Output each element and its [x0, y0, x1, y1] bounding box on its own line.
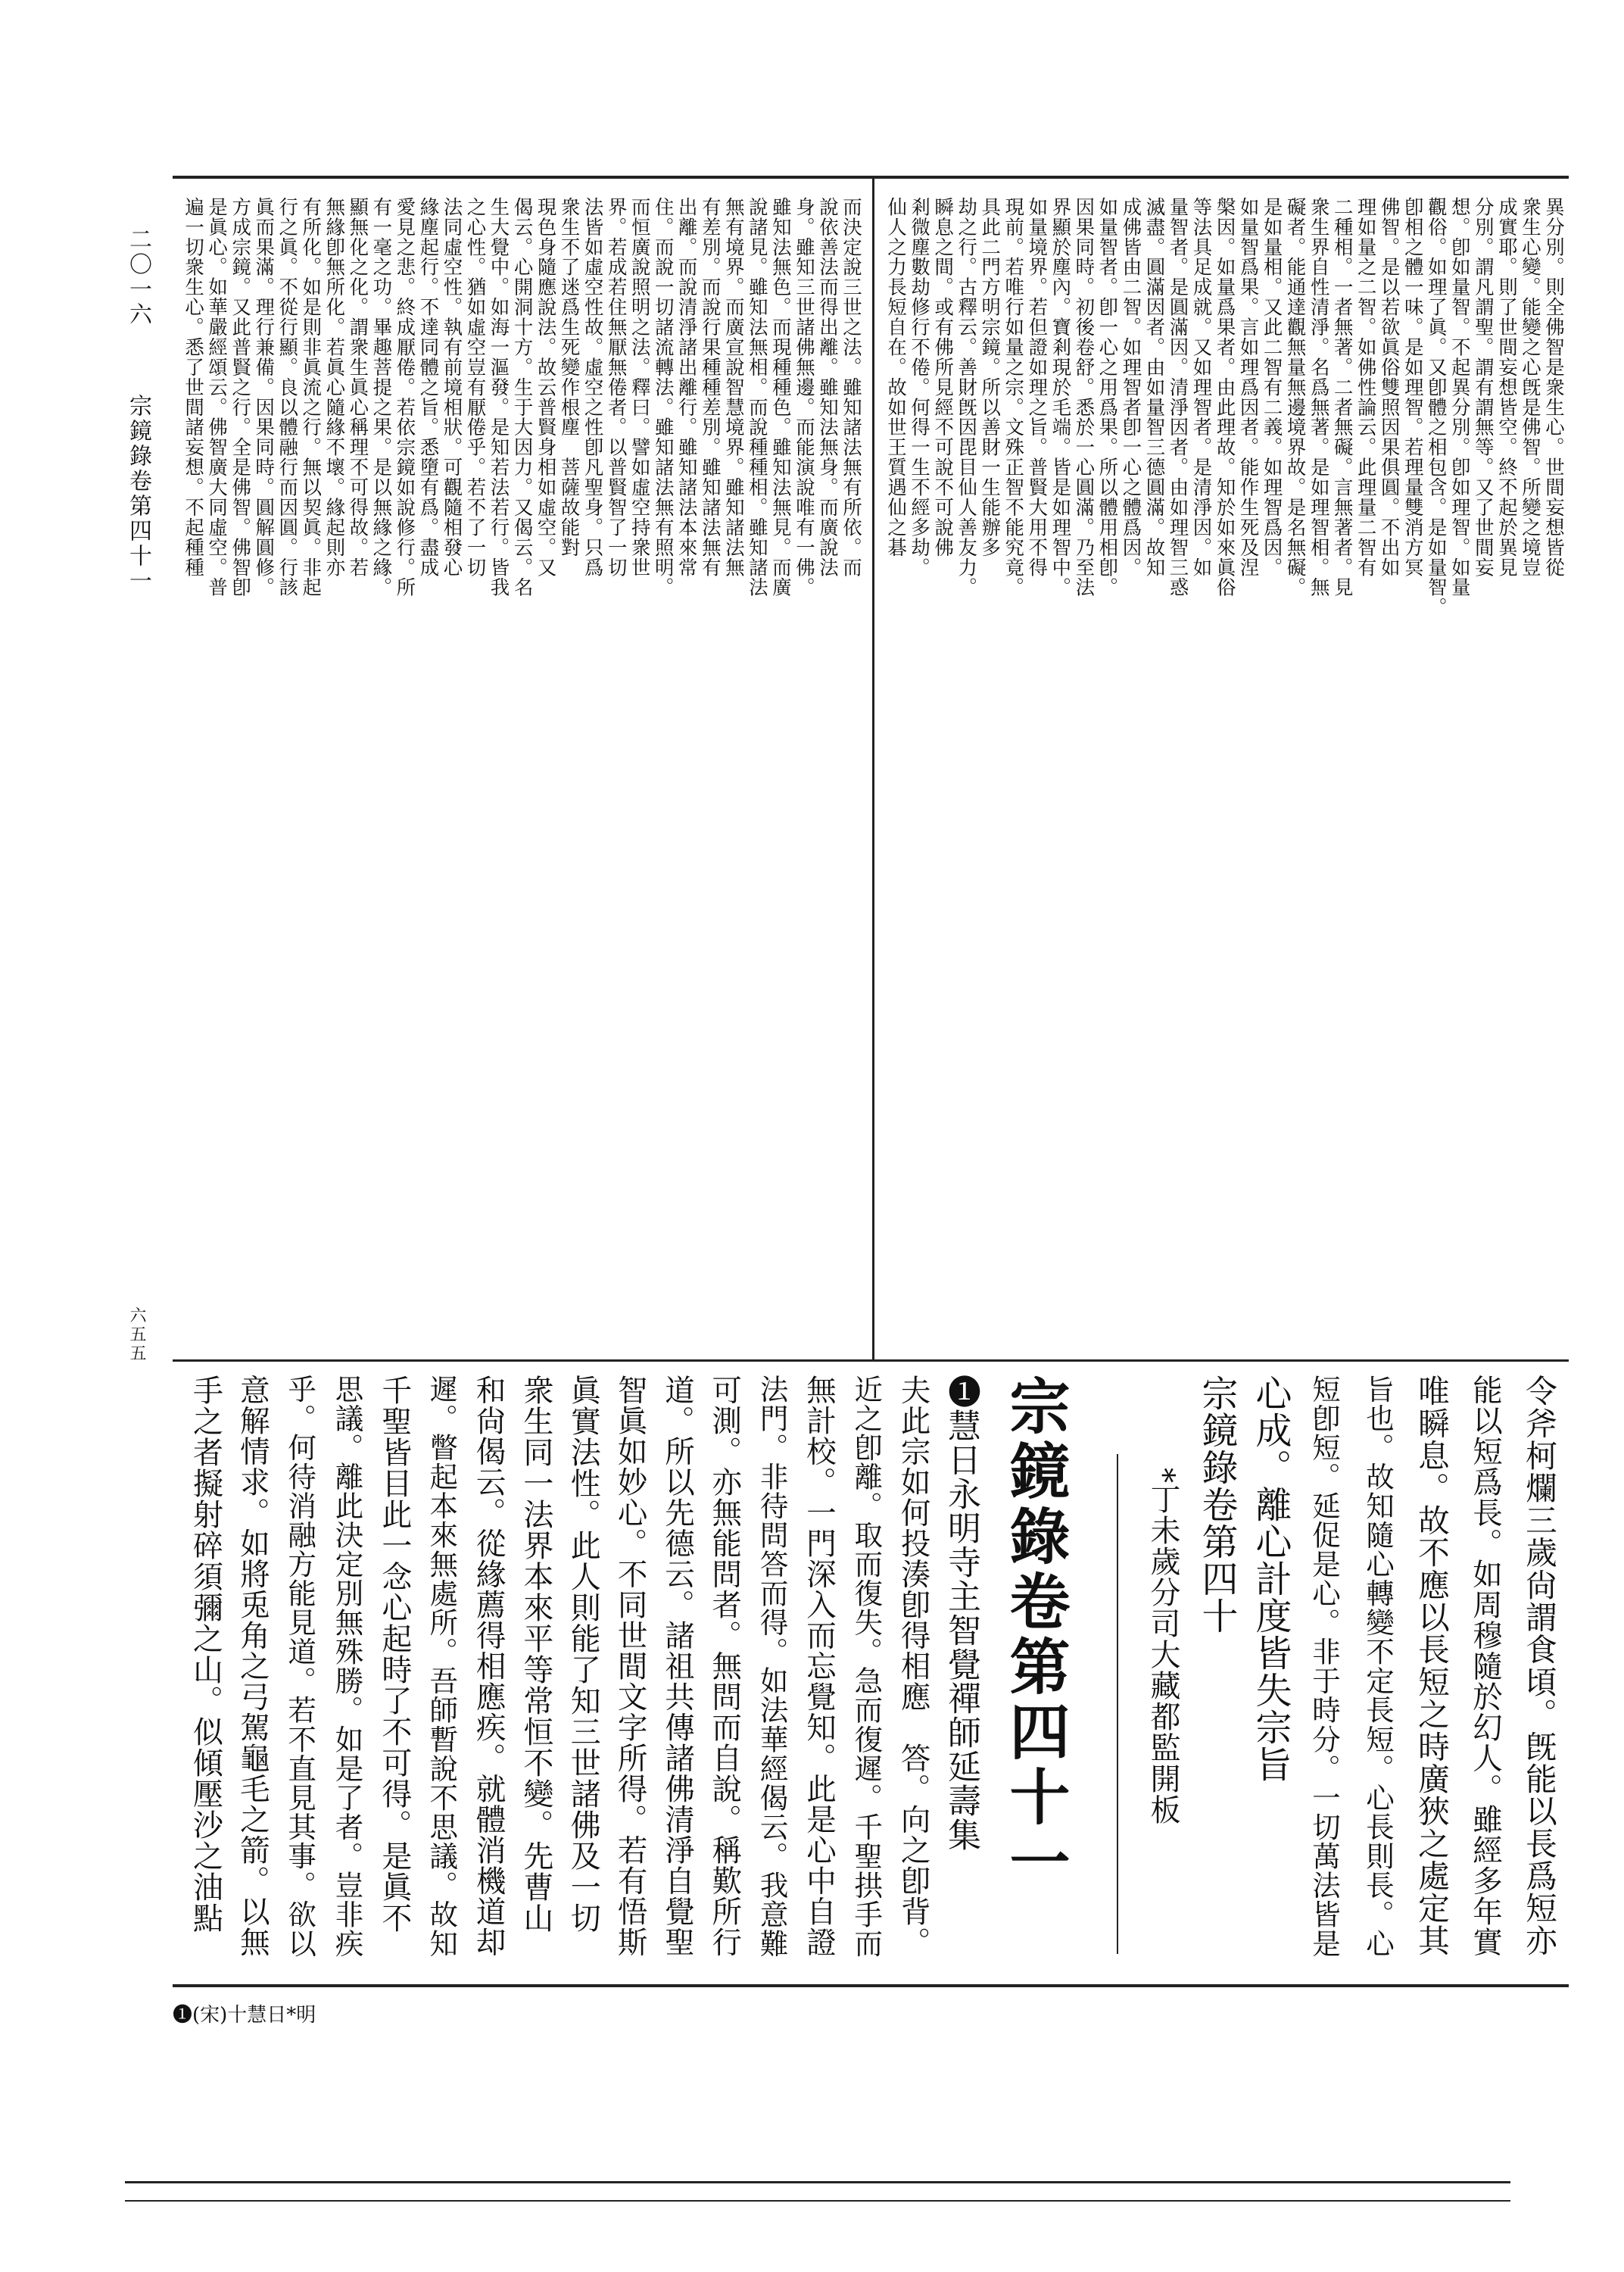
- text-column: 出離。而說清淨諸出離行。雖知諸法本來常: [675, 197, 699, 578]
- text-column: 無有境界。而廣宣說智慧境界。雖知諸法無: [722, 197, 746, 578]
- top-rule: [173, 176, 1569, 179]
- running-title: 宗鏡錄卷第四十一: [125, 394, 151, 594]
- text-column: 量智者。是圓滿因。清淨因者。由如理智三惑: [1167, 197, 1190, 598]
- text-column: 偈云。心開洞十方。生于大因力。又偈云。名: [511, 197, 535, 598]
- text-column: 和尙偈云。從緣薦得相應疾。就體消機道却: [471, 1375, 507, 1958]
- text-column: 住。而說一切諸流轉法。雖知諸法無有照明。: [652, 197, 675, 598]
- text-column: 如量境界。若但證如理之旨。普賢大用不得: [1026, 197, 1049, 578]
- text-column: 短卽短。延促是心。非于時分。一切萬法皆是: [1308, 1375, 1341, 1958]
- text-column: 滅盡。圓滿因者。由如量智三德圓滿。故知: [1143, 197, 1167, 578]
- text-column: 仙人之力長短自在。故如世王質遇仙之碁: [885, 197, 909, 557]
- text-column: 現前。若唯行如量之宗。文殊正智不能究竟。: [1002, 197, 1026, 598]
- text-column: 剎微塵數劫修行不倦。何得一生不經多劫。: [909, 197, 932, 578]
- text-column: 成實耶。則了世間妄想皆空。終不起於異見: [1495, 197, 1519, 578]
- text-column: 夫此宗如何投湊卽得相應 答。向之卽背。: [896, 1375, 931, 1958]
- compiler-line: ❶慧日永明寺主智覺禪師延壽集: [942, 1375, 980, 1852]
- text-column: 能以短爲長。如周穆隨於幻人。雖經多年實: [1468, 1375, 1503, 1958]
- text-column: 佛智。是以若欲眞俗雙照因果俱圓。不出如: [1378, 197, 1401, 578]
- text-column: 令斧柯爛三歲尙謂食頃。旣能以長爲短亦: [1520, 1375, 1557, 1957]
- text-column: 之心性。猶如虛空豈有厭倦乎。若不了一切: [464, 197, 488, 578]
- text-column: 法門。非待問答而得。如法華經偈云。我意難: [755, 1375, 789, 1958]
- text-column: 方成宗鏡。又此普賢之行。全是佛智。佛智卽: [229, 197, 253, 598]
- page-number-right: 六五五: [127, 1306, 146, 1363]
- volume-end-label: 宗鏡錄卷第四十: [1195, 1375, 1238, 1634]
- text-column: 法同虛空性。執有前境相狀。可觀隨相發心: [441, 197, 464, 578]
- text-column: 行之眞。不從行顯。良以體融行而因圓。行該: [276, 197, 300, 598]
- text-column: 雖知法無色。而現種種色。雖知法無見。而廣: [769, 197, 793, 598]
- text-column: 身。雖知三世諸佛無邊。而能演說唯有一佛。: [793, 197, 816, 598]
- text-column: 法皆如虛空性故。虛空之性卽凡聖身。只爲: [581, 197, 605, 578]
- text-column: 界。若成若住無厭無倦者。以普賢智了一切: [605, 197, 628, 578]
- middle-rule: [173, 1359, 1569, 1362]
- text-column: 顯無化之化。謂衆生眞心稱理不可得故。若: [347, 197, 370, 578]
- text-column: 可測。亦無能問者。無問而自說。稱歎所行: [707, 1375, 743, 1958]
- text-column: 是眞心。如華嚴經頌云。佛智廣大同虛空。普: [206, 197, 229, 598]
- text-column: 眞實法性。此人則能了知三世諸佛及一切: [566, 1375, 601, 1933]
- text-column: 如量智者。卽一心之用爲果。所以體用相卽。: [1096, 197, 1120, 598]
- text-column: 有所化。如是則非眞流之行。無以契眞。非起: [300, 197, 323, 598]
- text-column: 槃因。如量爲果者。由此理故。知於如來眞俗: [1214, 197, 1237, 598]
- text-column: 如量智爲果。言如理爲因者。能作生死及涅: [1237, 197, 1261, 578]
- text-column: 遲。瞥起本來無處所。吾師暫說不思議。故知: [425, 1375, 459, 1958]
- text-column: 劫之行。古釋云。善財旣因毘目仙人善友力。: [955, 197, 979, 598]
- text-column: 近之卽離。取而復失。急而復遲。千聖拱手而: [849, 1375, 884, 1958]
- bottom-rule: [173, 1984, 1569, 1987]
- volume-title: 宗鏡錄卷第四十一: [999, 1375, 1071, 1896]
- page-footer-rule-1: [125, 2181, 1510, 2183]
- text-column: 現色身隨應說法。故云普賢身相如虛空。又: [535, 197, 558, 578]
- text-column: 說依善法而得出離。雖知法無身。而廣說法: [816, 197, 840, 578]
- text-column: 而恒廣說照明之法。釋曰。譬如虛空持衆世: [628, 197, 652, 578]
- text-column: 衆生界自性清淨。名爲無著。是如理智相。無: [1308, 197, 1331, 598]
- text-column: 等法具足成就。又如理智者。是清淨因。如: [1190, 197, 1214, 578]
- lower-right-block: [1136, 1375, 1566, 1973]
- text-column: 道。所以先德云。諸祖共傳諸佛清淨自覺聖: [659, 1375, 695, 1958]
- text-column: 具此二門方明宗鏡。所以善財一生能辦多: [979, 197, 1002, 557]
- text-column: 衆生不了迷爲生死變作根塵 菩薩故能對: [558, 197, 581, 557]
- upper-column-divider: [872, 179, 874, 1359]
- text-column: 衆生同一法界本來平等常恒不變。先曹山: [518, 1375, 553, 1933]
- text-column: 分別。謂凡謂聖。謂有謂無等。又了世間妄: [1472, 197, 1495, 578]
- text-column: 二種相。一者無著。二者無礙。言無著者。見: [1331, 197, 1354, 598]
- upper-right-block: [884, 197, 1566, 1348]
- text-column: 千聖皆目此一念心起時了不可得。是眞不: [376, 1375, 412, 1933]
- text-column: 旨也。故知隨心轉變不定長短。心長則長。心: [1361, 1375, 1395, 1958]
- text-column: 卽相之體一味。是如理智。若理量雙消方冥: [1401, 197, 1425, 578]
- text-column: 有一毫之功。畢趣菩提之果。是以無緣之緣。: [370, 197, 394, 598]
- text-column: 意解情求。如將兎角之弓駕龜毛之箭。以無: [235, 1375, 270, 1958]
- upper-left-block: [182, 197, 863, 1348]
- text-column: 思議。離此決定別無殊勝。如是了者。豈非疾: [330, 1375, 364, 1958]
- text-column: 成佛皆由二智。如理智者卽一心之體爲因。: [1120, 197, 1143, 578]
- text-column: 想。卽如量智。不起異分別。卽如理智。如量: [1448, 197, 1472, 598]
- title-underline: [1117, 1454, 1118, 1954]
- text-column: 無計校。一門深入而忘覺知。此是心中自證: [801, 1375, 837, 1958]
- text-column: 礙者。能通達觀無量無邊境界故。是名無礙。: [1284, 197, 1308, 598]
- footnote: ❶(宋)十慧日*明: [173, 2004, 316, 2027]
- text-column: 遍一切衆生心。悉了世間諸妄想。不起種種: [182, 197, 206, 578]
- page-number-left: 二〇一六: [125, 227, 151, 327]
- lower-left-block: [182, 1375, 984, 1973]
- text-column: 是如量相。又此二智有二義。如理智爲因。: [1261, 197, 1284, 578]
- text-column: 有差別。而說行果種種差別。雖知諸法無有: [699, 197, 722, 578]
- text-column: 愛見之悲。終成厭倦。若依宗鏡如說修行。所: [394, 197, 417, 598]
- text-column: 衆生心變。能變之心旣是佛智。所變之境豈: [1519, 197, 1542, 578]
- text-column: 無緣卽無所化。若眞心隨緣不壞。緣起則亦: [323, 197, 347, 578]
- text-column: 眞而果滿。理行兼備。因果同時。圓解圓修。: [253, 197, 276, 598]
- page-footer-rule-2: [125, 2200, 1510, 2202]
- text-column: 手之者擬射碎須彌之山。似傾壓沙之油點: [188, 1375, 223, 1933]
- text-column: 因果同時。初後卷舒。悉於一心圓滿。乃至法: [1073, 197, 1096, 598]
- text-column: 智眞如妙心。不同世間文字所得。若有悟斯: [613, 1375, 648, 1958]
- text-column: 緣塵起行。不達同體之旨。悉墮有爲。盡成: [417, 197, 441, 578]
- text-column: 瞬息之間。或有佛所見經不可說不可說佛: [932, 197, 955, 557]
- text-column: 說諸見。雖知法無相。而說種種相。雖知諸法: [746, 197, 769, 598]
- text-column: 界顯於塵內。寶剎現於毛端。皆是如理智中。: [1049, 197, 1073, 598]
- colophon: *丁未歲分司大藏都監開板: [1146, 1375, 1180, 1825]
- text-column: 唯瞬息。故不應以長短之時廣狹之處定其: [1413, 1375, 1450, 1957]
- text-column: 乎。何待消融方能見道。若不直見其事。欲以: [283, 1375, 317, 1958]
- text-column: 觀俗。如理了眞。又卽體之相包含。是如量智。: [1425, 197, 1448, 618]
- text-column: 理如量之二智。如佛性論云。此理量二智有: [1354, 197, 1378, 578]
- text-column: 心成。離心計度皆失宗旨: [1249, 1375, 1292, 1783]
- text-column: 而決定說三世之法。雖知諸法無有所依。而: [840, 197, 863, 578]
- text-column: 生大覺中。如海一漚發。是知若法若行。皆我: [488, 197, 511, 598]
- text-column: 異分別。則全佛智是衆生心。世間妄想皆從: [1543, 197, 1566, 578]
